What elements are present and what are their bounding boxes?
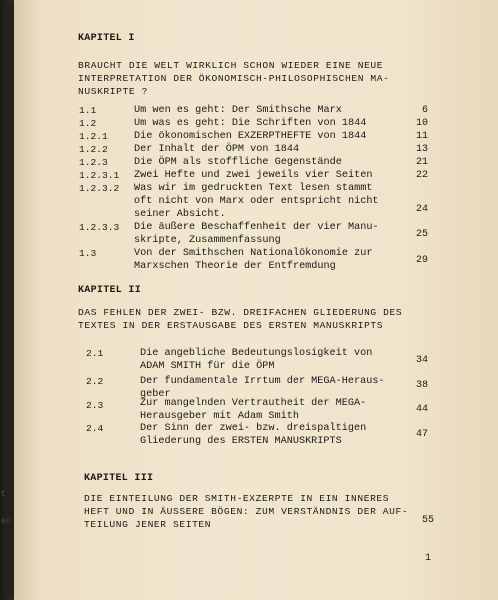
entry-page: 34	[415, 355, 428, 366]
chapter-heading-line: TEXTES IN DER ERSTAUSGABE DES ERSTEN MANUSKRIPTS	[78, 320, 384, 331]
entry-page: 25	[415, 229, 428, 240]
entry-number: 1.1	[79, 105, 97, 116]
entry-number: 1.2	[79, 118, 97, 129]
chapter-heading-line: TEILUNG JENER SEITEN	[84, 519, 212, 530]
chapter-label: KAPITEL III	[84, 473, 154, 484]
entry-title: skripte, Zusammenfassung	[134, 235, 281, 246]
chapter-heading-line: HEFT UND IN ÄUSSERE BÖGEN: ZUM VERSTÄNDNIS DER AUF-	[84, 506, 409, 517]
entry-number: 2.3	[86, 400, 104, 411]
entry-number: 1.2.2	[79, 144, 108, 155]
chapter-label: KAPITEL I	[78, 33, 135, 44]
entry-page: 47	[415, 429, 428, 440]
document-page	[14, 0, 498, 600]
entry-number: 2.2	[86, 376, 104, 387]
entry-page: 24	[415, 204, 428, 215]
chapter-heading-line: DIE EINTEILUNG DER SMITH-EXZERPTE IN EIN INNERES	[84, 493, 390, 504]
entry-page: 11	[415, 131, 428, 142]
entry-number: 2.4	[86, 423, 104, 434]
entry-page: 13	[415, 144, 428, 155]
page-number: 1	[425, 553, 432, 564]
bleed-text: en	[1, 517, 11, 526]
entry-number: 1.2.1	[79, 131, 108, 142]
chapter-heading-line: INTERPRETATION DER ÖKONOMISCH-PHILOSOPHISCHEN MA-	[78, 73, 390, 84]
chapter-heading-line: DAS FEHLEN DER ZWEI- BZW. DREIFACHEN GLIEDERUNG DES	[78, 307, 403, 318]
entry-title: Die äußere Beschaffenheit der vier Manu-	[134, 222, 379, 233]
entry-page: 21	[415, 157, 428, 168]
entry-number: 1.3	[79, 248, 97, 259]
entry-title: Herausgeber mit Adam Smith	[140, 411, 299, 422]
entry-title: Der Sinn der zwei- bzw. dreispaltigen	[140, 423, 367, 434]
entry-title: Um was es geht: Die Schriften von 1844	[134, 118, 367, 129]
entry-number: 2.1	[86, 348, 104, 359]
entry-title: Die ÖPM als stoffliche Gegenstände	[134, 157, 342, 168]
entry-number: 1.2.3.2	[79, 183, 120, 194]
entry-title: ADAM SMITH für die ÖPM	[140, 361, 275, 372]
entry-title: Der fundamentale Irrtum der MEGA-Heraus-	[140, 376, 385, 387]
entry-title: Der Inhalt der ÖPM von 1844	[134, 144, 300, 155]
entry-number: 1.2.3.1	[79, 170, 120, 181]
entry-page: 10	[415, 118, 428, 129]
chapter-heading-line: NUSKRIPTE ?	[78, 86, 148, 97]
entry-page: 38	[415, 380, 428, 391]
entry-title: Die angebliche Bedeutungslosigkeit von	[140, 348, 373, 359]
entry-page: 6	[421, 105, 428, 116]
entry-number: 1.2.3.3	[79, 222, 120, 233]
entry-title: Die ökonomischen EXZERPTHEFTE von 1844	[134, 131, 367, 142]
chapter-label: KAPITEL II	[78, 285, 142, 296]
entry-page: 44	[415, 404, 428, 415]
chapter-page: 55	[421, 515, 434, 526]
entry-page: 22	[415, 170, 428, 181]
bleed-text: t	[1, 490, 6, 499]
chapter-heading-line: BRAUCHT DIE WELT WIRKLICH SCHON WIEDER EINE NEUE	[78, 60, 384, 71]
entry-number: 1.2.3	[79, 157, 108, 168]
entry-title: oft nicht von Marx oder entspricht nicht	[134, 196, 379, 207]
entry-title: Zwei Hefte und zwei jeweils vier Seiten	[134, 170, 373, 181]
entry-title: Von der Smithschen Nationalökonomie zur	[134, 248, 373, 259]
entry-page: 29	[415, 255, 428, 266]
entry-title: geber	[140, 389, 171, 400]
entry-title: Gliederung des ERSTEN MANUSKRIPTS	[140, 436, 342, 447]
entry-title: seiner Absicht.	[134, 209, 226, 220]
entry-title: Um wen es geht: Der Smithsche Marx	[134, 105, 342, 116]
entry-title: Zur mangelnden Vertrautheit der MEGA-	[140, 398, 367, 409]
book-spine-shadow	[0, 0, 14, 600]
entry-title: Was wir im gedruckten Text lesen stammt	[134, 183, 373, 194]
entry-title: Marxschen Theorie der Entfremdung	[134, 261, 336, 272]
